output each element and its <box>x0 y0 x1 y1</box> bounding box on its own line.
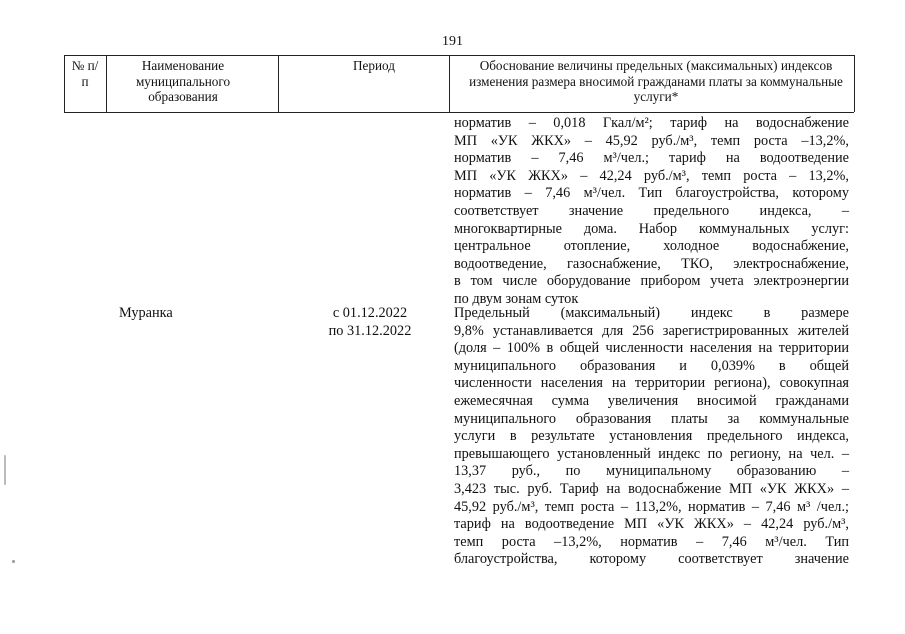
text-line: норматив – 0,018 Гкал/м²; тариф на водоснабжение <box>454 115 849 131</box>
text-line: муниципального образования и 0,039% в общей <box>454 357 849 374</box>
text-line: темп роста –13,2%, норматив – 7,46 м³/чел. Тип <box>454 533 849 550</box>
text-line: благоустройства, которому соответствует значение <box>454 551 849 568</box>
header-period: Период <box>353 58 395 73</box>
municipality-name: Муранка <box>119 305 173 321</box>
text-line: численности населения на территории региона), совокупная <box>454 375 849 392</box>
period-to: по 31.12.2022 <box>328 322 412 339</box>
text-line: МП «УК ЖКХ» – 45,92 руб./м³, темп роста –13,2%, <box>454 132 849 149</box>
divider <box>278 55 279 112</box>
divider <box>449 55 450 112</box>
text-line: (доля – 100% в общей численности населения на территории <box>454 340 849 357</box>
text-line: 3,423 тыс. руб. Тариф на водоснабжение МП «УК ЖКХ» – <box>454 480 849 497</box>
divider <box>64 55 65 112</box>
text-line: 9,8% устанавливается для 256 зарегистрированных жителей <box>454 322 849 339</box>
prev-row-justification <box>454 115 849 309</box>
text-line: тариф на водоотведение МП «УК ЖКХ» – 42,24 руб./м³, <box>454 516 849 533</box>
scan-speck <box>4 455 6 485</box>
table-header <box>64 55 854 113</box>
text-line: Предельный (максимальный) индекс в размере <box>454 305 849 321</box>
text-line: норматив – 7,46 м³/чел.; тариф на водоотведение <box>454 150 849 167</box>
text-line: норматив – 7,46 м³/чел. Тип благоустройства, которому <box>454 185 849 202</box>
text-line: центральное отопление, холодное водоснабжение, <box>454 238 849 255</box>
text-line: по двум зонам суток <box>454 290 579 307</box>
text-line: МП «УК ЖКХ» – 42,24 руб./м³, темп роста – 13,2%, <box>454 167 849 184</box>
divider <box>106 55 107 112</box>
text-line: многоквартирные дома. Набор коммунальных услуг: <box>454 220 849 237</box>
text-line: 45,92 руб./м³, темп роста – 113,2%, норматив – 7,46 м³ /чел.; <box>454 498 849 515</box>
text-line: услуги в результате установления предельного индекса, <box>454 428 849 445</box>
text-line: водоотведение, газоснабжение, ТКО, электроснабжение, <box>454 255 849 272</box>
text-line: соответствует значение предельного индекса, – <box>454 202 849 219</box>
text-line: в том числе оборудование прибором учета электроэнергии <box>454 273 849 290</box>
header-number: № п/п <box>71 58 99 89</box>
header-municipality: Наименование муниципального образования <box>135 58 231 104</box>
divider <box>854 55 855 112</box>
header-justification: Обоснование величины предельных (максимальных) индексов изменения размера вносимой гражданами платы за коммунальные услуги* <box>469 58 843 104</box>
row-justification <box>454 305 849 569</box>
page-number: 191 <box>442 34 463 49</box>
period-from: с 01.12.2022 <box>332 305 408 321</box>
text-line: ежемесячная сумма увеличения вносимой гражданами <box>454 392 849 409</box>
text-line: 13,37 руб., по муниципальному образованию – <box>454 463 849 480</box>
period <box>324 305 416 340</box>
text-line: муниципального образования платы за коммунальные <box>454 410 849 427</box>
scan-speck <box>12 560 15 563</box>
text-line: превышающего установленный индекс по региону, на чел. – <box>454 445 849 462</box>
